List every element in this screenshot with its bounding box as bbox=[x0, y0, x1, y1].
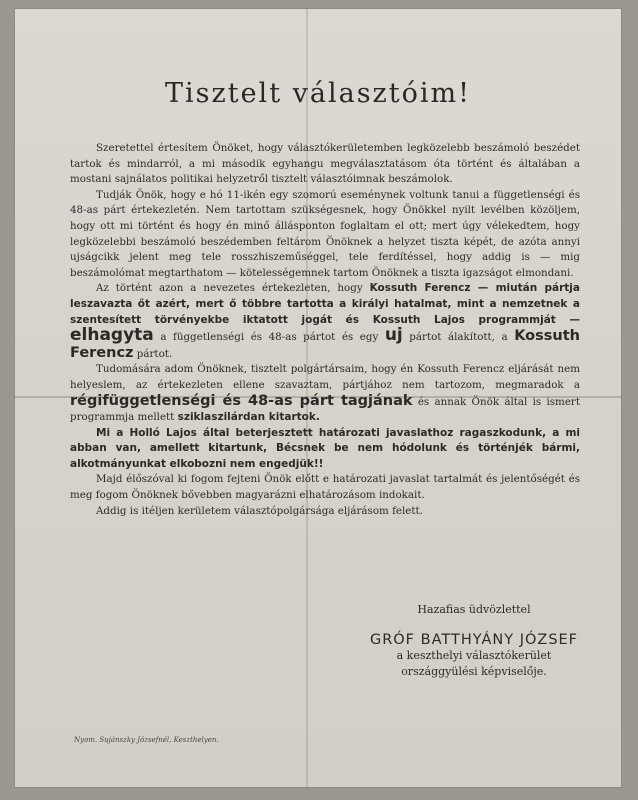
p3-text-b: Kossuth Ferencz — miután pártja leszavazta őt azért, mert ő többre tartotta a királyi hatalmat, mint a nemzetnek a szentesített törvényekbe iktatott jogát és Kossuth Lajos programmját — bbox=[70, 282, 580, 326]
document-title: Tisztelt választóim! bbox=[165, 78, 471, 109]
p4-text-d: sziklaszilárdan kitartok. bbox=[177, 411, 320, 424]
paragraph-1: Szeretettel értesítem Önöket, hogy választókerületemben legközelebb beszámoló beszédet tartok és mindarról, a mi második egyhangu megválasztatásom óta történt és általában a mostani sajnálatos politikai helyzetről tisztelt választóimnak beszámolok. bbox=[70, 142, 580, 186]
paragraph-6: Majd élőszóval ki fogom fejteni Önök előtt e határozati javaslat tartalmát és jelentőségét és meg fogom Önöknek bővebben magyarázni elhatározásom indokait. bbox=[70, 473, 580, 502]
document-sheet bbox=[14, 8, 622, 788]
paragraph-5: Mi a Holló Lajos által beterjesztett határozati javaslathoz ragaszkodunk, a mi abban van, amellett kitartunk, Bécsnek be nem hódolunk és történjék bármi, alkotmányunkat elkobozni nem engedjük!! bbox=[70, 426, 580, 470]
signature-greeting: Hazafias üdvözlettel bbox=[417, 603, 531, 616]
signature-block bbox=[354, 602, 594, 680]
paragraph-7: Addig is itéljen kerületem választópolgársága eljárásom felett. bbox=[96, 504, 423, 517]
p4-text-c: és annak Önök által is ismert programmja mellett bbox=[70, 395, 580, 424]
p3-text-g: Kossuth Ferencz bbox=[70, 328, 580, 361]
p3-text-a: Az történt azon a nevezetes értekezleten, hogy bbox=[96, 282, 363, 295]
p3-text-d: a függetlenségi és 48-as pártot és egy bbox=[160, 331, 379, 344]
p3-text-h: pártot. bbox=[136, 347, 173, 360]
p3-text-f: pártot álakított, a bbox=[409, 331, 508, 344]
p3-text-c: elhagyta bbox=[70, 325, 154, 346]
document-body bbox=[70, 141, 580, 519]
p4-text-b: régifüggetlenségi és 48-as párt tagjának bbox=[70, 392, 413, 409]
paragraph-4 bbox=[70, 362, 580, 425]
signature-name: GRÓF BATTHYÁNY JÓZSEF bbox=[369, 632, 579, 648]
printer-imprint: Nyom. Sujánszky Józsefnél, Keszthelyen. bbox=[74, 736, 219, 744]
signature-line-1: a keszthelyi választókerület bbox=[396, 649, 552, 662]
paragraph-2: Tudják Önök, hogy e hó 11-ikén egy szomorú eseménynek voltunk tanui a függetlenségi és 48-as párt értekezletén. Nem tartottam szükségesnek, hogy Önökkel nyilt levélben közöljem, hogy ott mi történt és hogy én minő állásponton foglaltam el ott; mert úgy vélekedtem, hogy legközelebbi beszámoló beszédemben feltárom Önöknek a helyzet tiszta képét, de azóta annyi ujságcikk jelent meg tele rosszhiszeműséggel, tele ferdítéssel, hogy addig is — mig beszámolómat megtarthatom — kötelességemnek tartom Önöknek a tiszta igazságot elmondani. bbox=[70, 188, 580, 279]
p3-text-e: uj bbox=[384, 325, 403, 346]
p4-text-a: Tudomására adom Önöknek, tisztelt polgártársaim, hogy én Kossuth Ferencz eljárását nem helyeslem, az értekezleten ellene szavaztam, pártjához nem tartozom, megmaradok a bbox=[70, 363, 580, 391]
signature-line-2: országgyülési képviselője. bbox=[401, 665, 547, 678]
paragraph-3 bbox=[70, 281, 580, 362]
